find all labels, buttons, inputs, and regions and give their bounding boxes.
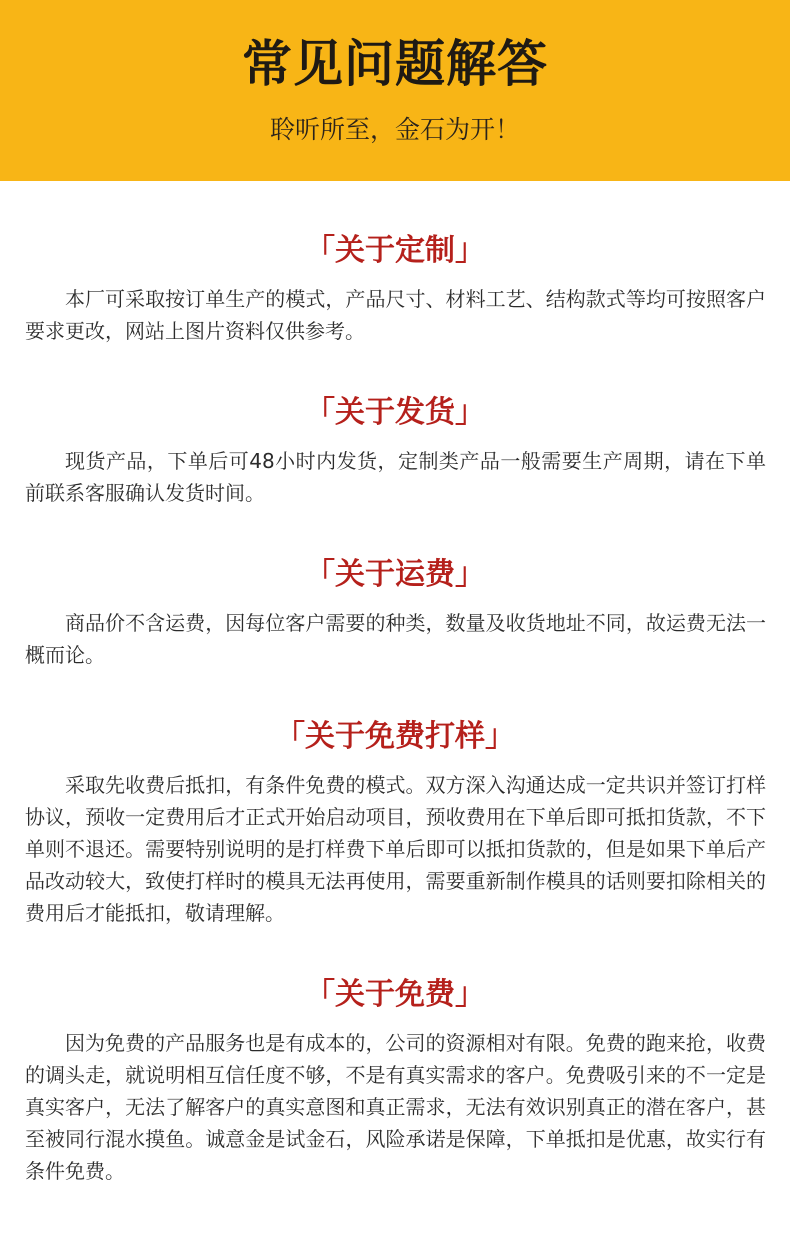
section-body: 商品价不含运费，因每位客户需要的种类，数量及收货地址不同，故运费无法一概而论。 [25, 611, 766, 667]
faq-section-customization [0, 231, 790, 347]
page-title: 常见问题解答 [242, 35, 548, 93]
faq-section-free [0, 975, 790, 1187]
section-title: 「关于发货」 [305, 395, 485, 430]
section-body: 采取先收费后抵扣，有条件免费的模式。双方深入沟通达成一定共识并签订打样协议，预收一定费用后才正式开始启动项目，预收费用在下单后即可抵扣货款，不下单则不退还。需要特别说明的是打样费下单后即可以抵扣货款的，但是如果下单后产品改动较大，致使打样时的模具无法再使用，需要重新制作模具的话则要扣除相关的费用后才能抵扣，敬请理解。 [25, 773, 766, 925]
section-title: 「关于免费打样」 [275, 719, 515, 754]
section-body: 现货产品，下单后可48小时内发货，定制类产品一般需要生产周期，请在下单前联系客服确认发货时间。 [25, 449, 766, 505]
faq-section-freight [0, 555, 790, 671]
faq-section-shipping [0, 393, 790, 509]
section-body: 因为免费的产品服务也是有成本的，公司的资源相对有限。免费的跑来抢，收费的调头走，就说明相互信任度不够，不是有真实需求的客户。免费吸引来的不一定是真实客户，无法了解客户的真实意图和真正需求，无法有效识别真正的潜在客户，甚至被同行混水摸鱼。诚意金是试金石，风险承诺是保障，下单抵扣是优惠，故实行有条件免费。 [25, 1031, 766, 1183]
faq-section-free-sample [0, 717, 790, 929]
section-title: 「关于免费」 [305, 977, 485, 1012]
page-subtitle: 聆听所至，金石为开！ [269, 115, 520, 144]
section-title: 「关于运费」 [305, 557, 485, 592]
section-body: 本厂可采取按订单生产的模式，产品尺寸、材料工艺、结构款式等均可按照客户要求更改，网站上图片资料仅供参考。 [25, 287, 766, 343]
section-title: 「关于定制」 [305, 233, 485, 268]
header-banner [0, 0, 790, 181]
